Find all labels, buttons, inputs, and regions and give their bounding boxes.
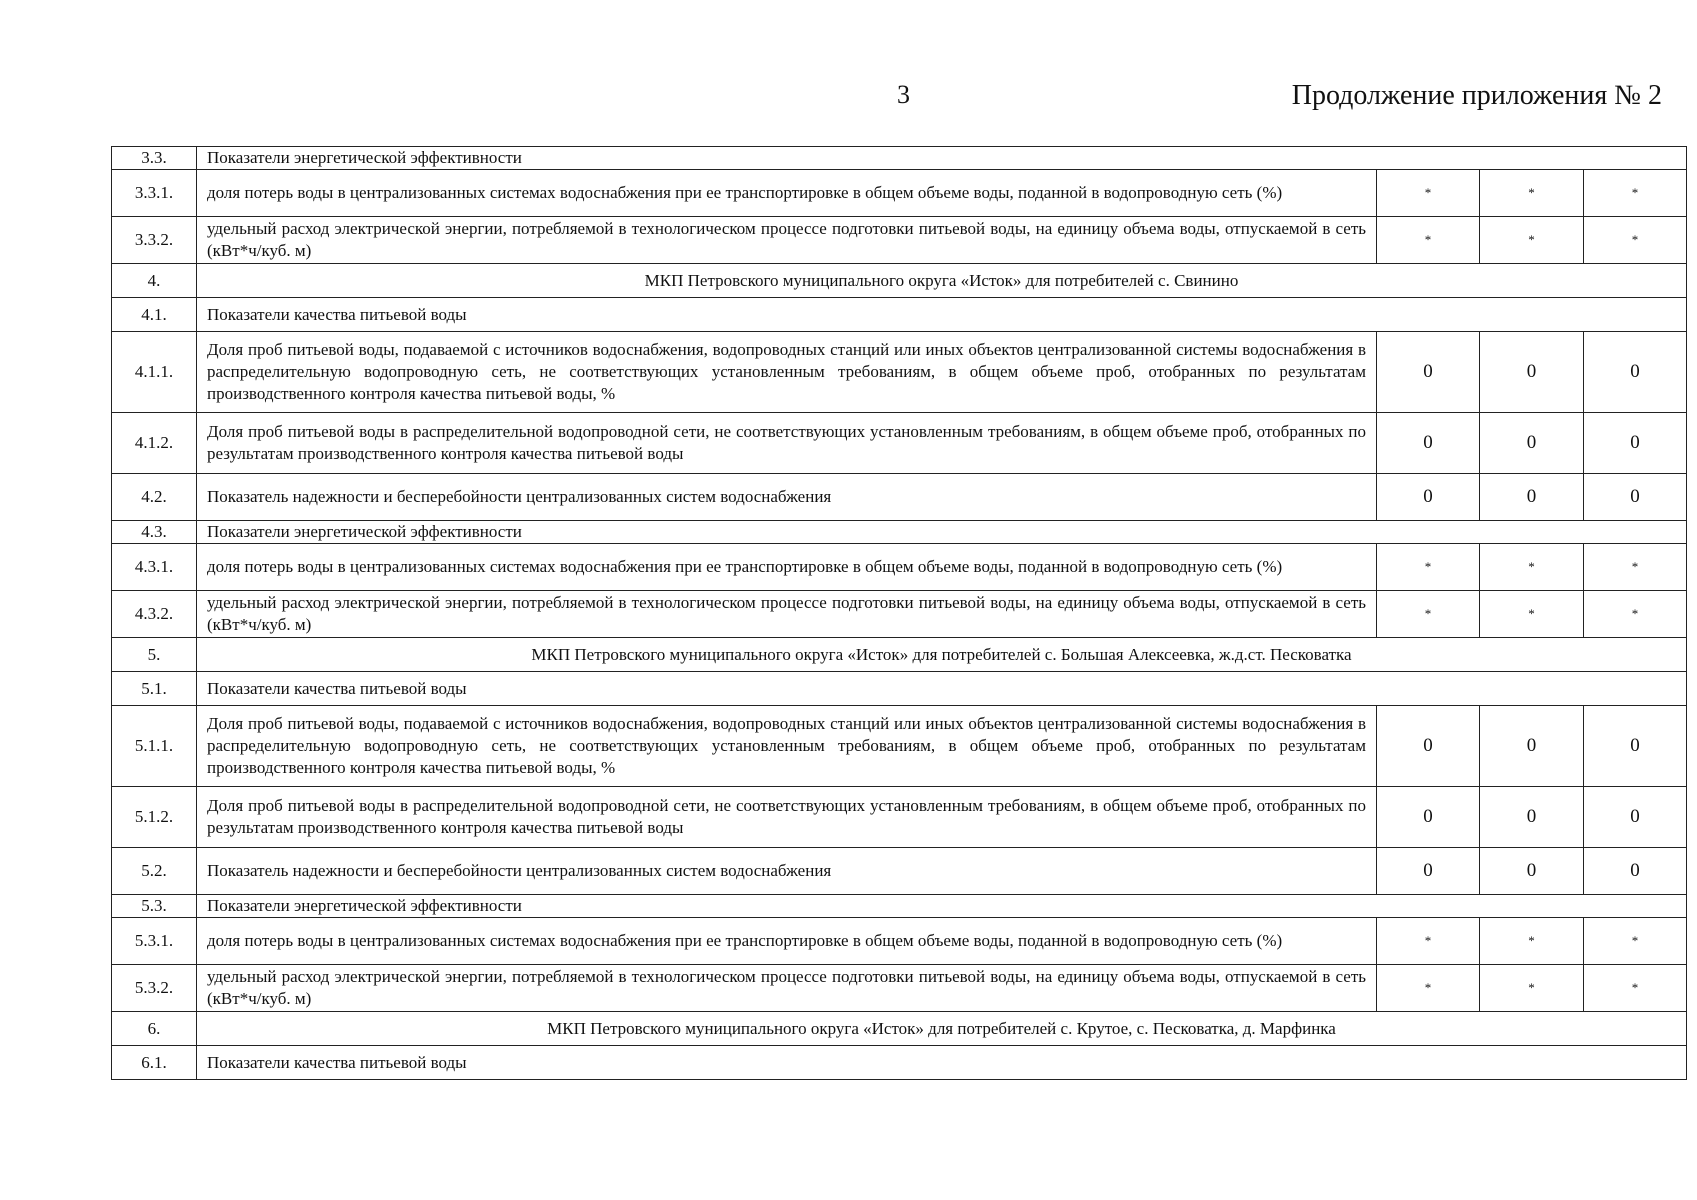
indicator-text: удельный расход электрической энергии, потребляемой в технологическом процессе подготовки питьевой воды, на единицу объема воды, отпускаемой в сеть (кВт*ч/куб. м) [197, 591, 1377, 638]
value-cell: * [1480, 170, 1584, 217]
table-row [112, 521, 1687, 544]
table-row [112, 413, 1687, 474]
table-row [112, 895, 1687, 918]
table-row [112, 965, 1687, 1012]
table-row [112, 848, 1687, 895]
row-number: 4.1.1. [112, 332, 197, 413]
table-row [112, 672, 1687, 706]
table-row [112, 332, 1687, 413]
indicator-text: Доля проб питьевой воды, подаваемой с источников водоснабжения, водопроводных станций или иных объектов централизованной системы водоснабжения в распределительную водопроводную сеть, не соответствующих установленным требованиям, в общем объеме проб, отобранных по результатам производственного контроля качества питьевой воды, % [197, 706, 1377, 787]
value-cell: * [1377, 591, 1480, 638]
value-cell: 0 [1480, 848, 1584, 895]
row-number: 4.1. [112, 298, 197, 332]
value-cell: * [1377, 918, 1480, 965]
subsection-heading: Показатели качества питьевой воды [197, 298, 1687, 332]
table-row [112, 638, 1687, 672]
subsection-heading: Показатели качества питьевой воды [197, 672, 1687, 706]
table-row [112, 1046, 1687, 1080]
value-cell: * [1584, 591, 1687, 638]
value-cell: * [1584, 170, 1687, 217]
value-cell: * [1584, 217, 1687, 264]
row-number: 5.3. [112, 895, 197, 918]
row-number: 4.3.1. [112, 544, 197, 591]
row-number: 6.1. [112, 1046, 197, 1080]
value-cell: * [1584, 544, 1687, 591]
table-row [112, 298, 1687, 332]
table-row [112, 544, 1687, 591]
subsection-heading: Показатели энергетической эффективности [197, 521, 1687, 544]
value-cell: * [1377, 170, 1480, 217]
row-number: 5.1.2. [112, 787, 197, 848]
appendix-title: Продолжение приложения № 2 [1291, 80, 1662, 111]
value-cell: 0 [1480, 706, 1584, 787]
table-row [112, 264, 1687, 298]
value-cell: 0 [1377, 332, 1480, 413]
value-cell: 0 [1377, 413, 1480, 474]
subsection-heading: Показатели энергетической эффективности [197, 147, 1687, 170]
row-number: 3.3.1. [112, 170, 197, 217]
table-row [112, 474, 1687, 521]
page-number: 3 [897, 80, 910, 109]
section-heading: МКП Петровского муниципального округа «Исток» для потребителей с. Большая Алексеевка, ж.д.ст. Песковатка [197, 638, 1687, 672]
value-cell: * [1377, 217, 1480, 264]
indicator-text: удельный расход электрической энергии, потребляемой в технологическом процессе подготовки питьевой воды, на единицу объема воды, отпускаемой в сеть (кВт*ч/куб. м) [197, 965, 1377, 1012]
table-row [112, 706, 1687, 787]
value-cell: * [1584, 918, 1687, 965]
row-number: 4.1.2. [112, 413, 197, 474]
value-cell: 0 [1377, 787, 1480, 848]
subsection-heading: Показатели качества питьевой воды [197, 1046, 1687, 1080]
value-cell: 0 [1584, 413, 1687, 474]
value-cell: 0 [1584, 474, 1687, 521]
table-row [112, 147, 1687, 170]
value-cell: 0 [1584, 332, 1687, 413]
section-heading: МКП Петровского муниципального округа «Исток» для потребителей с. Свинино [197, 264, 1687, 298]
table-row [112, 1012, 1687, 1046]
indicator-text: доля потерь воды в централизованных системах водоснабжения при ее транспортировке в общем объеме воды, поданной в водопроводную сеть (%) [197, 170, 1377, 217]
value-cell: * [1480, 217, 1584, 264]
section-heading: МКП Петровского муниципального округа «Исток» для потребителей с. Крутое, с. Песковатка, д. Марфинка [197, 1012, 1687, 1046]
indicator-text: Доля проб питьевой воды в распределительной водопроводной сети, не соответствующих установленным требованиям, в общем объеме проб, отобранных по результатам производственного контроля качества питьевой воды [197, 413, 1377, 474]
subsection-heading: Показатели энергетической эффективности [197, 895, 1687, 918]
indicator-text: Доля проб питьевой воды, подаваемой с источников водоснабжения, водопроводных станций или иных объектов централизованной системы водоснабжения в распределительную водопроводную сеть, не соответствующих установленным требованиям, в общем объеме проб, отобранных по результатам производственного контроля качества питьевой воды, % [197, 332, 1377, 413]
row-number: 4.3.2. [112, 591, 197, 638]
table-row [112, 591, 1687, 638]
indicator-text: Доля проб питьевой воды в распределительной водопроводной сети, не соответствующих установленным требованиям, в общем объеме проб, отобранных по результатам производственного контроля качества питьевой воды [197, 787, 1377, 848]
row-number: 3.3. [112, 147, 197, 170]
value-cell: 0 [1584, 787, 1687, 848]
table-row [112, 918, 1687, 965]
value-cell: 0 [1480, 413, 1584, 474]
indicator-text: доля потерь воды в централизованных системах водоснабжения при ее транспортировке в общем объеме воды, поданной в водопроводную сеть (%) [197, 918, 1377, 965]
value-cell: 0 [1480, 332, 1584, 413]
value-cell: * [1377, 965, 1480, 1012]
value-cell: 0 [1377, 474, 1480, 521]
row-number: 5. [112, 638, 197, 672]
row-number: 4. [112, 264, 197, 298]
value-cell: 0 [1584, 706, 1687, 787]
table-row [112, 787, 1687, 848]
indicator-text: доля потерь воды в централизованных системах водоснабжения при ее транспортировке в общем объеме воды, поданной в водопроводную сеть (%) [197, 544, 1377, 591]
value-cell: * [1480, 544, 1584, 591]
row-number: 3.3.2. [112, 217, 197, 264]
value-cell: 0 [1480, 787, 1584, 848]
row-number: 5.2. [112, 848, 197, 895]
value-cell: 0 [1584, 848, 1687, 895]
value-cell: * [1377, 544, 1480, 591]
row-number: 5.1.1. [112, 706, 197, 787]
row-number: 5.3.1. [112, 918, 197, 965]
value-cell: * [1480, 918, 1584, 965]
row-number: 5.3.2. [112, 965, 197, 1012]
indicator-text: удельный расход электрической энергии, потребляемой в технологическом процессе подготовки питьевой воды, на единицу объема воды, отпускаемой в сеть (кВт*ч/куб. м) [197, 217, 1377, 264]
table-row [112, 170, 1687, 217]
table-row [112, 217, 1687, 264]
indicator-text: Показатель надежности и бесперебойности централизованных систем водоснабжения [197, 474, 1377, 521]
value-cell: 0 [1480, 474, 1584, 521]
row-number: 5.1. [112, 672, 197, 706]
value-cell: 0 [1377, 848, 1480, 895]
value-cell: 0 [1377, 706, 1480, 787]
indicator-text: Показатель надежности и бесперебойности централизованных систем водоснабжения [197, 848, 1377, 895]
value-cell: * [1584, 965, 1687, 1012]
value-cell: * [1480, 965, 1584, 1012]
row-number: 4.2. [112, 474, 197, 521]
row-number: 6. [112, 1012, 197, 1046]
row-number: 4.3. [112, 521, 197, 544]
indicators-table [111, 146, 1687, 1080]
value-cell: * [1480, 591, 1584, 638]
